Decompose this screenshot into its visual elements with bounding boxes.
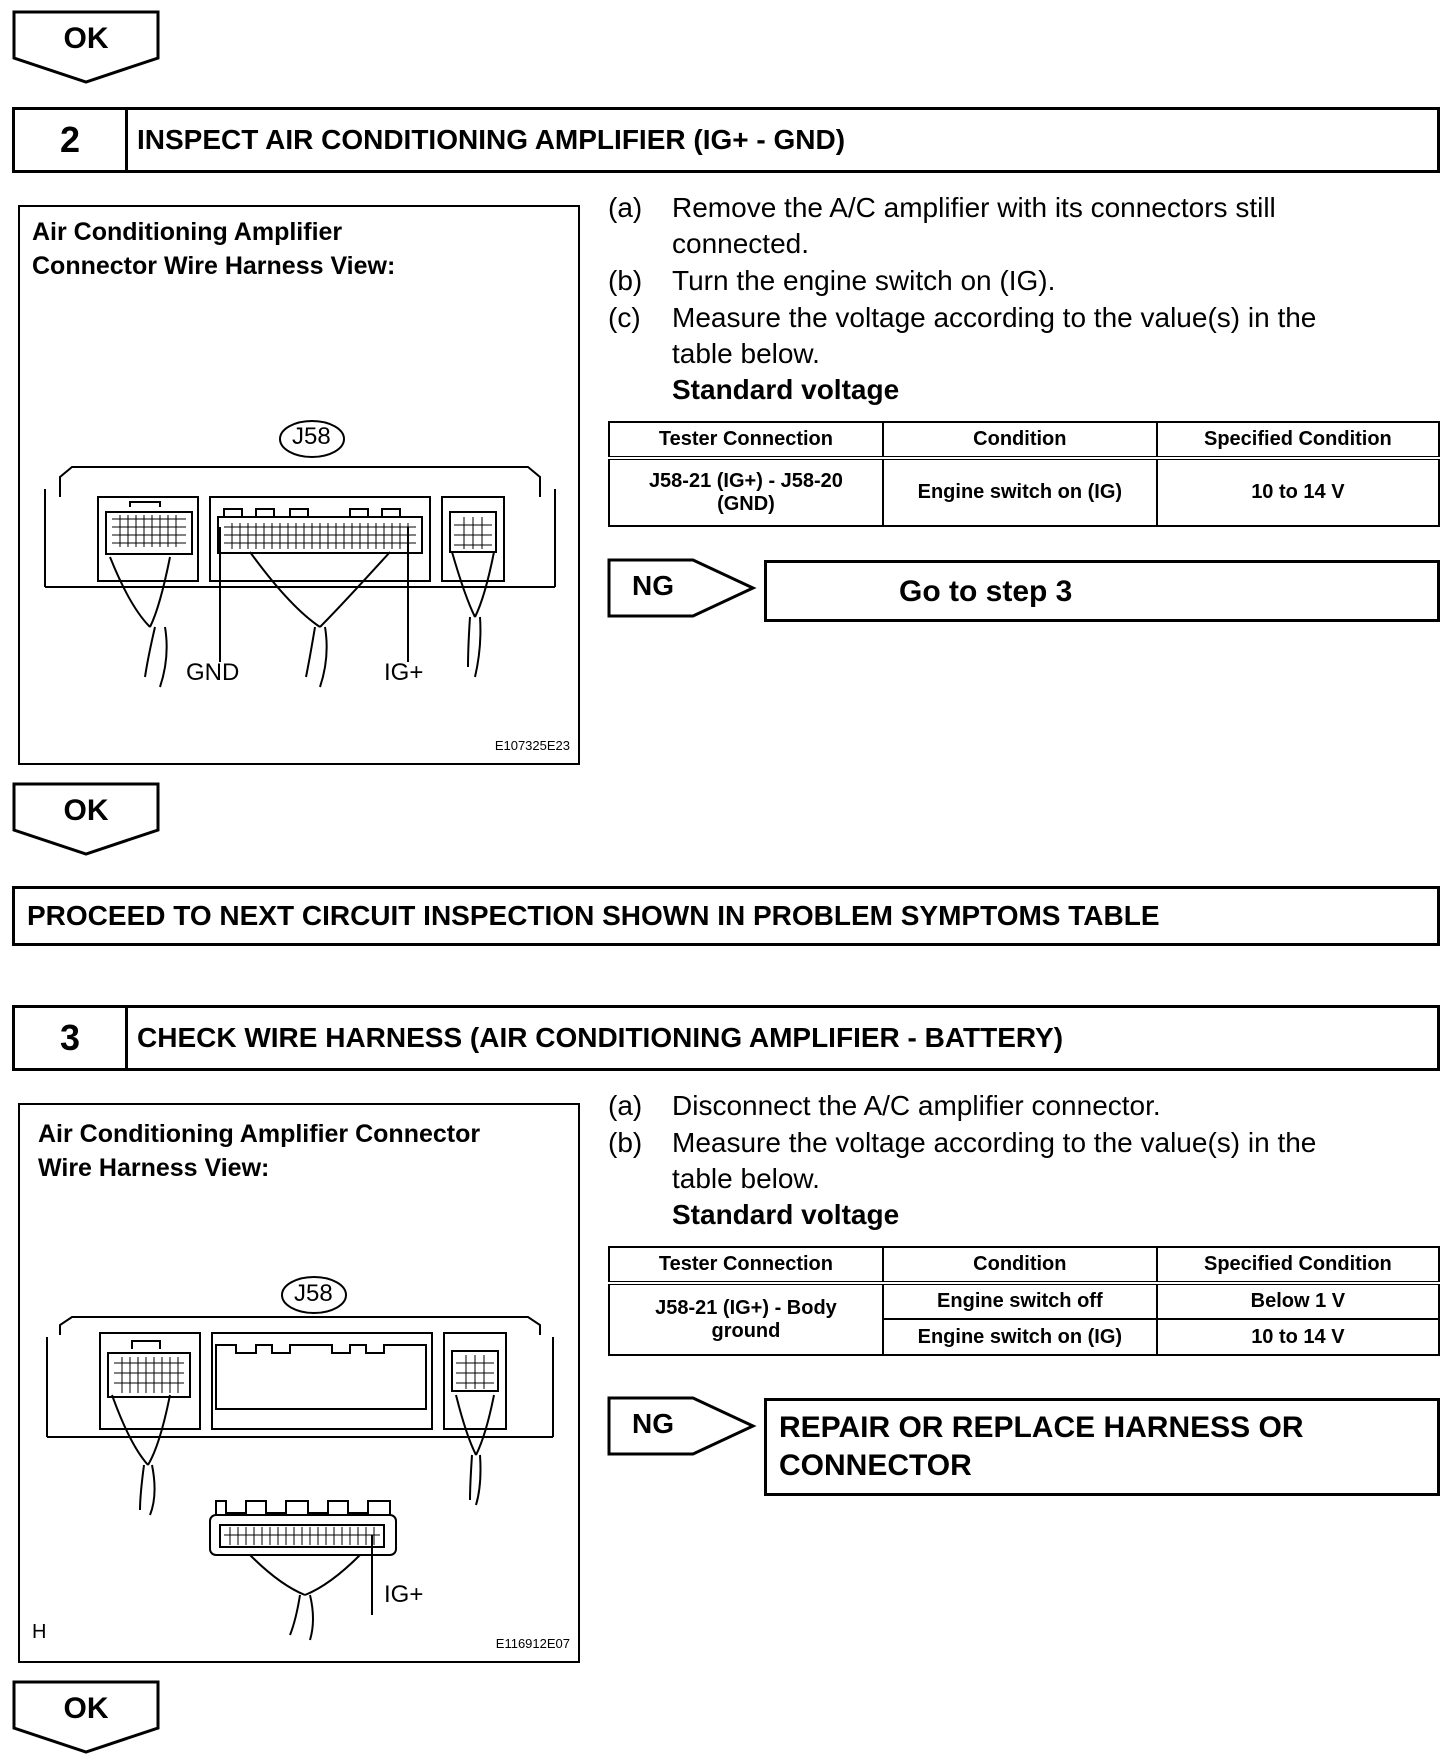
- amplifier-connector-diagram: [20, 1105, 580, 1663]
- standard-voltage-heading: Standard voltage: [672, 1199, 900, 1230]
- connector-j58-label: J58: [294, 1280, 333, 1307]
- table-cell-condition: Engine switch on (IG): [883, 1319, 1157, 1355]
- h-label: H: [32, 1621, 47, 1643]
- tester-line1: J58-21 (IG+) - J58-20: [648, 469, 843, 492]
- instruction-text-line2: table below.: [672, 1163, 820, 1194]
- proceed-bar: PROCEED TO NEXT CIRCUIT INSPECTION SHOWN IN PROBLEM SYMPTOMS TABLE: [12, 886, 1440, 946]
- table-cell-specified: 10 to 14 V: [1157, 1319, 1439, 1355]
- spec-table-step2: [608, 421, 1440, 527]
- table-cell-specified: 10 to 14 V: [1157, 458, 1439, 526]
- tester-line2: (GND): [717, 492, 775, 515]
- instruction-label: (a): [608, 1090, 643, 1121]
- table-cell-condition: Engine switch on (IG): [883, 458, 1157, 526]
- igp-label: IG+: [384, 659, 424, 686]
- ng-result-text: Go to step 3: [899, 575, 1073, 608]
- step-title: CHECK WIRE HARNESS (AIR CONDITIONING AMPLIFIER - BATTERY): [137, 1022, 1064, 1053]
- ng-result-box: [764, 1398, 1440, 1496]
- ng-result-box: [764, 560, 1440, 622]
- ok-label: OK: [63, 22, 109, 55]
- figure-title-line1: Air Conditioning Amplifier: [32, 218, 343, 246]
- instruction-c: [608, 300, 1408, 372]
- table-cell-condition: Engine switch off: [883, 1283, 1157, 1319]
- instruction-text-line1: Disconnect the A/C amplifier connector.: [672, 1090, 1161, 1121]
- ng-label: NG: [632, 570, 674, 601]
- connector-j58-label: J58: [292, 423, 331, 450]
- step-number: 3: [15, 1008, 128, 1068]
- tester-line2: ground: [711, 1319, 781, 1342]
- instruction-text-line2: connected.: [672, 228, 809, 259]
- table-cell-tester: [609, 458, 883, 526]
- table-header: Specified Condition: [1157, 1247, 1439, 1283]
- figure-code: E107325E23: [494, 738, 570, 753]
- table-header: Tester Connection: [609, 422, 883, 458]
- ok-label: OK: [63, 794, 109, 827]
- instruction-text-line1: Measure the voltage according to the value(s) in the: [672, 1127, 1317, 1158]
- step-2-figure: [18, 205, 580, 765]
- instruction-a: [608, 1088, 1408, 1124]
- instruction-text-line1: Turn the engine switch on (IG).: [672, 265, 1056, 296]
- table-header: Condition: [883, 422, 1157, 458]
- table-cell-specified: Below 1 V: [1157, 1283, 1439, 1319]
- spec-table-step3: [608, 1246, 1440, 1356]
- tester-line1: J58-21 (IG+) - Body: [655, 1296, 837, 1319]
- instruction-label: (a): [608, 192, 643, 223]
- table-header: Condition: [883, 1247, 1157, 1283]
- table-header: Specified Condition: [1157, 422, 1439, 458]
- figure-title-line2: Connector Wire Harness View:: [32, 252, 396, 280]
- amplifier-connector-diagram: [20, 207, 580, 765]
- figure-code: E116912E07: [495, 1636, 570, 1651]
- instruction-b: [608, 1125, 1408, 1197]
- gnd-label: GND: [186, 659, 240, 686]
- table-cell-tester: [609, 1283, 883, 1355]
- instruction-label: (b): [608, 1127, 643, 1158]
- figure-title-line1: Air Conditioning Amplifier Connector: [38, 1120, 481, 1148]
- step-title: INSPECT AIR CONDITIONING AMPLIFIER (IG+ - GND): [137, 124, 846, 155]
- instruction-text-line1: Remove the A/C amplifier with its connectors still: [672, 192, 1276, 223]
- ng-label: NG: [632, 1408, 674, 1439]
- step-3-figure: [18, 1103, 580, 1663]
- igp-label: IG+: [384, 1581, 424, 1608]
- ng-result-line1: REPAIR OR REPLACE HARNESS OR: [779, 1411, 1304, 1444]
- ok-label: OK: [63, 1692, 109, 1725]
- instruction-text-line1: Measure the voltage according to the value(s) in the: [672, 302, 1317, 333]
- instruction-label: (b): [608, 265, 643, 296]
- table-header: Tester Connection: [609, 1247, 883, 1283]
- ng-result-line2: CONNECTOR: [779, 1449, 972, 1482]
- step-2-header: [12, 107, 1440, 173]
- step-number: 2: [15, 110, 128, 170]
- instruction-label: (c): [608, 302, 641, 333]
- instruction-text-line2: table below.: [672, 338, 820, 369]
- ng-arrow-shape: [607, 1396, 757, 1456]
- figure-title-line2: Wire Harness View:: [38, 1154, 270, 1182]
- ng-arrow-shape: [607, 558, 757, 618]
- instruction-a: [608, 190, 1408, 262]
- step-3-header: [12, 1005, 1440, 1071]
- standard-voltage-heading: Standard voltage: [672, 374, 900, 405]
- instruction-b: [608, 263, 1408, 299]
